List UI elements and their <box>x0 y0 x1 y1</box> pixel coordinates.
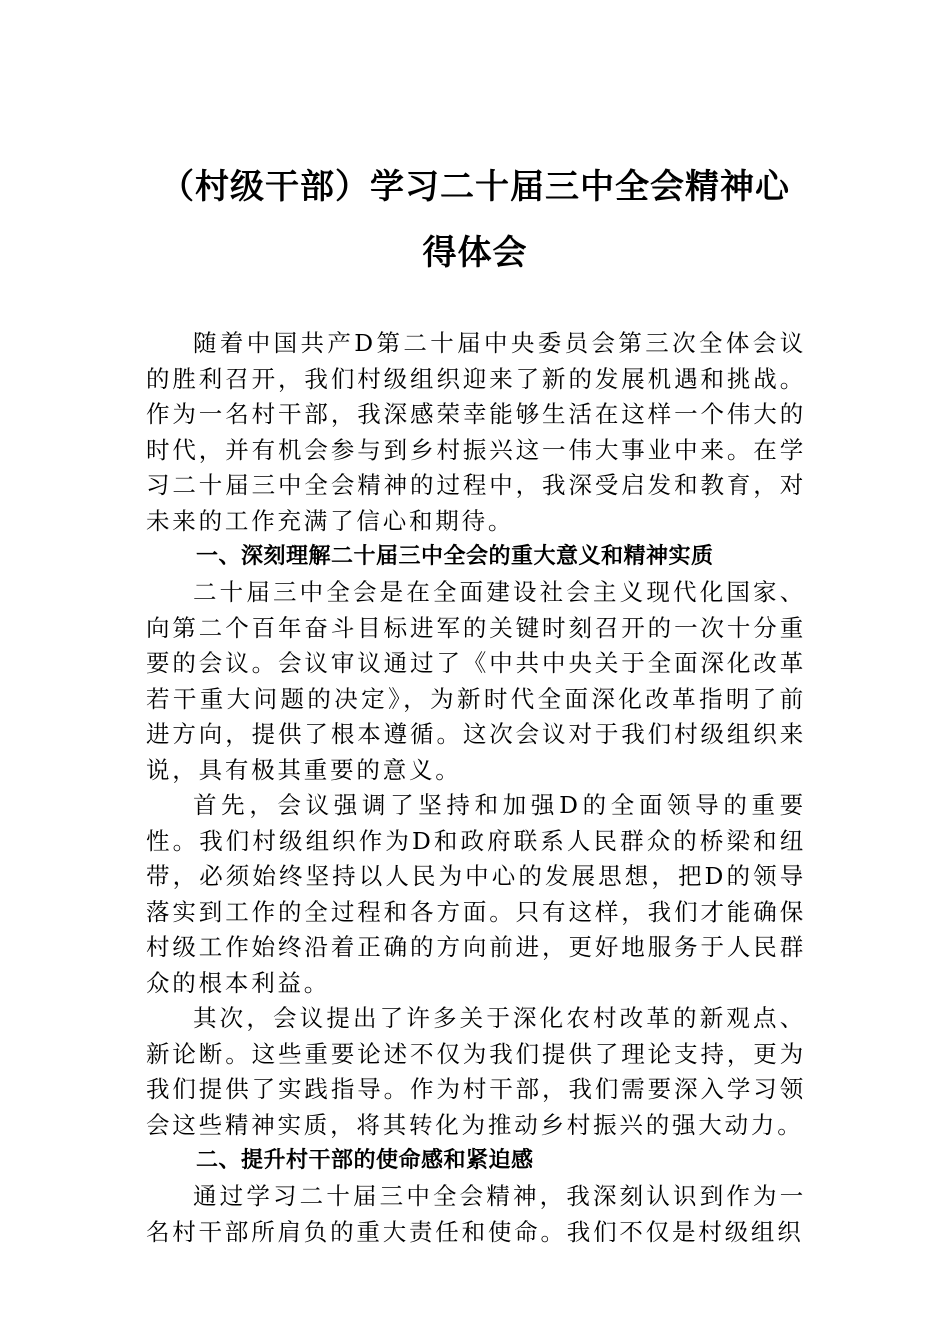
section-heading-1: 一、深刻理解二十届三中全会的重大意义和精神实质 <box>196 544 714 569</box>
document-title-line-2: 得体会 <box>422 233 528 273</box>
document-title-line-1: （村级干部）学习二十届三中全会精神心 <box>160 167 790 207</box>
paragraph-responsibility: 通过学习二十届三中全会精神，我深刻认识到作为一名村干部所肩负的重大责任和使命。我们不仅是村级组织 <box>146 1182 806 1246</box>
document-body <box>146 326 806 1250</box>
paragraph-significance: 二十届三中全会是在全面建设社会主义现代化国家、向第二个百年奋斗目标进军的关键时刻召开的一次十分重要的会议。会议审议通过了《中共中央关于全面深化改革若干重大问题的决定》，为新时代全面深化改革指明了前进方向，提供了根本遵循。这次会议对于我们村级组织来说，具有极其重要的意义。 <box>146 578 806 784</box>
paragraph-intro: 随着中国共产D第二十届中央委员会第三次全体会议的胜利召开，我们村级组织迎来了新的发展机遇和挑战。作为一名村干部，我深感荣幸能够生活在这样一个伟大的时代，并有机会参与到乡村振兴这一伟大事业中来。在学习二十届三中全会精神的过程中，我深受启发和教育，对未来的工作充满了信心和期待。 <box>146 329 806 535</box>
paragraph-first-point: 首先，会议强调了坚持和加强D的全面领导的重要性。我们村级组织作为D和政府联系人民群众的桥梁和纽带，必须始终坚持以人民为中心的发展思想，把D的领导落实到工作的全过程和各方面。只有这样，我们才能确保村级工作始终沿着正确的方向前进，更好地服务于人民群众的根本利益。 <box>146 791 806 997</box>
section-heading-2: 二、提升村干部的使命感和紧迫感 <box>196 1148 534 1173</box>
paragraph-second-point: 其次，会议提出了许多关于深化农村改革的新观点、新论断。这些重要论述不仅为我们提供了理论支持，更为我们提供了实践指导。作为村干部，我们需要深入学习领会这些精神实质，将其转化为推动乡村振兴的强大动力。 <box>146 1004 806 1139</box>
